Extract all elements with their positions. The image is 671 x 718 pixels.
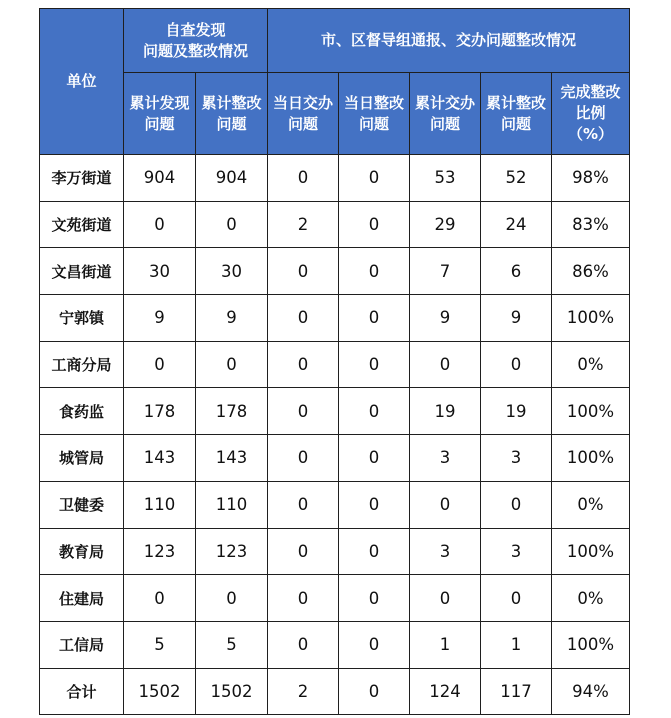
value-cell: 9: [124, 295, 196, 342]
value-cell: 123: [196, 528, 268, 575]
total-row: [40, 668, 630, 715]
value-cell: 30: [196, 248, 268, 295]
unit-cell: 卫健委: [40, 481, 124, 528]
value-cell: 3: [481, 528, 552, 575]
value-cell: 100%: [552, 435, 630, 482]
table-header: [40, 9, 630, 155]
value-cell: 0%: [552, 341, 630, 388]
value-cell: 9: [196, 295, 268, 342]
unit-cell: 工信局: [40, 621, 124, 668]
value-cell: 117: [481, 668, 552, 715]
table-row: [40, 248, 630, 295]
value-cell: 0: [339, 201, 410, 248]
table-row: [40, 481, 630, 528]
value-cell: 30: [124, 248, 196, 295]
value-cell: 98%: [552, 155, 630, 202]
value-cell: 6: [481, 248, 552, 295]
value-cell: 0%: [552, 575, 630, 622]
unit-cell: 住建局: [40, 575, 124, 622]
table-body: [40, 155, 630, 715]
value-cell: 0: [268, 621, 339, 668]
value-cell: 0: [124, 575, 196, 622]
value-cell: 5: [196, 621, 268, 668]
value-cell: 178: [124, 388, 196, 435]
value-cell: 0: [481, 575, 552, 622]
col-header-total-assigned: 累计交办 问题: [410, 73, 481, 155]
value-cell: 0: [268, 341, 339, 388]
unit-cell: 城管局: [40, 435, 124, 482]
value-cell: 143: [196, 435, 268, 482]
unit-cell: 合计: [40, 668, 124, 715]
col-header-total-fixed: 累计整改 问题: [481, 73, 552, 155]
table-row: [40, 155, 630, 202]
value-cell: 9: [410, 295, 481, 342]
supervision-group-header: 市、区督导组通报、交办问题整改情况: [268, 9, 630, 73]
value-cell: 0%: [552, 481, 630, 528]
value-cell: 0: [268, 155, 339, 202]
value-cell: 24: [481, 201, 552, 248]
value-cell: 0: [268, 435, 339, 482]
value-cell: 0: [268, 295, 339, 342]
value-cell: 0: [339, 388, 410, 435]
value-cell: 5: [124, 621, 196, 668]
table-row: [40, 621, 630, 668]
value-cell: 0: [339, 481, 410, 528]
value-cell: 0: [481, 481, 552, 528]
value-cell: 53: [410, 155, 481, 202]
value-cell: 0: [339, 668, 410, 715]
value-cell: 0: [339, 295, 410, 342]
value-cell: 904: [196, 155, 268, 202]
value-cell: 143: [124, 435, 196, 482]
value-cell: 0: [339, 435, 410, 482]
value-cell: 86%: [552, 248, 630, 295]
table-row: [40, 388, 630, 435]
rectification-table: [39, 8, 630, 715]
table-row: [40, 435, 630, 482]
table-row: [40, 295, 630, 342]
value-cell: 0: [124, 341, 196, 388]
value-cell: 19: [481, 388, 552, 435]
value-cell: 94%: [552, 668, 630, 715]
value-cell: 0: [196, 575, 268, 622]
value-cell: 0: [410, 341, 481, 388]
value-cell: 1502: [124, 668, 196, 715]
value-cell: 83%: [552, 201, 630, 248]
value-cell: 52: [481, 155, 552, 202]
value-cell: 0: [339, 575, 410, 622]
value-cell: 0: [268, 248, 339, 295]
value-cell: 100%: [552, 528, 630, 575]
self-check-group-header: 自查发现 问题及整改情况: [124, 9, 268, 73]
value-cell: 0: [196, 341, 268, 388]
value-cell: 0: [410, 481, 481, 528]
value-cell: 2: [268, 201, 339, 248]
value-cell: 0: [339, 248, 410, 295]
value-cell: 7: [410, 248, 481, 295]
value-cell: 1: [481, 621, 552, 668]
unit-cell: 宁郭镇: [40, 295, 124, 342]
value-cell: 0: [196, 201, 268, 248]
unit-cell: 文苑街道: [40, 201, 124, 248]
col-header-daily-fixed: 当日整改 问题: [339, 73, 410, 155]
col-header-daily-assigned: 当日交办 问题: [268, 73, 339, 155]
table-row: [40, 201, 630, 248]
value-cell: 29: [410, 201, 481, 248]
value-cell: 178: [196, 388, 268, 435]
table-row: [40, 341, 630, 388]
unit-cell: 工商分局: [40, 341, 124, 388]
col-header-self-fixed: 累计整改 问题: [196, 73, 268, 155]
value-cell: 1502: [196, 668, 268, 715]
value-cell: 0: [339, 155, 410, 202]
value-cell: 3: [410, 528, 481, 575]
col-header-completion-rate: 完成整改 比例 （%）: [552, 73, 630, 155]
table-row: [40, 528, 630, 575]
value-cell: 123: [124, 528, 196, 575]
unit-cell: 李万街道: [40, 155, 124, 202]
col-header-self-found: 累计发现 问题: [124, 73, 196, 155]
value-cell: 110: [196, 481, 268, 528]
value-cell: 124: [410, 668, 481, 715]
value-cell: 0: [339, 621, 410, 668]
value-cell: 19: [410, 388, 481, 435]
value-cell: 0: [268, 388, 339, 435]
value-cell: 100%: [552, 388, 630, 435]
value-cell: 0: [481, 341, 552, 388]
value-cell: 100%: [552, 621, 630, 668]
value-cell: 3: [410, 435, 481, 482]
table-row: [40, 575, 630, 622]
value-cell: 904: [124, 155, 196, 202]
value-cell: 3: [481, 435, 552, 482]
unit-cell: 文昌街道: [40, 248, 124, 295]
unit-header: 单位: [40, 9, 124, 155]
value-cell: 0: [268, 481, 339, 528]
unit-cell: 教育局: [40, 528, 124, 575]
value-cell: 110: [124, 481, 196, 528]
value-cell: 0: [339, 341, 410, 388]
value-cell: 0: [268, 575, 339, 622]
value-cell: 1: [410, 621, 481, 668]
value-cell: 2: [268, 668, 339, 715]
value-cell: 0: [124, 201, 196, 248]
value-cell: 9: [481, 295, 552, 342]
unit-cell: 食药监: [40, 388, 124, 435]
value-cell: 0: [410, 575, 481, 622]
value-cell: 100%: [552, 295, 630, 342]
value-cell: 0: [339, 528, 410, 575]
value-cell: 0: [268, 528, 339, 575]
